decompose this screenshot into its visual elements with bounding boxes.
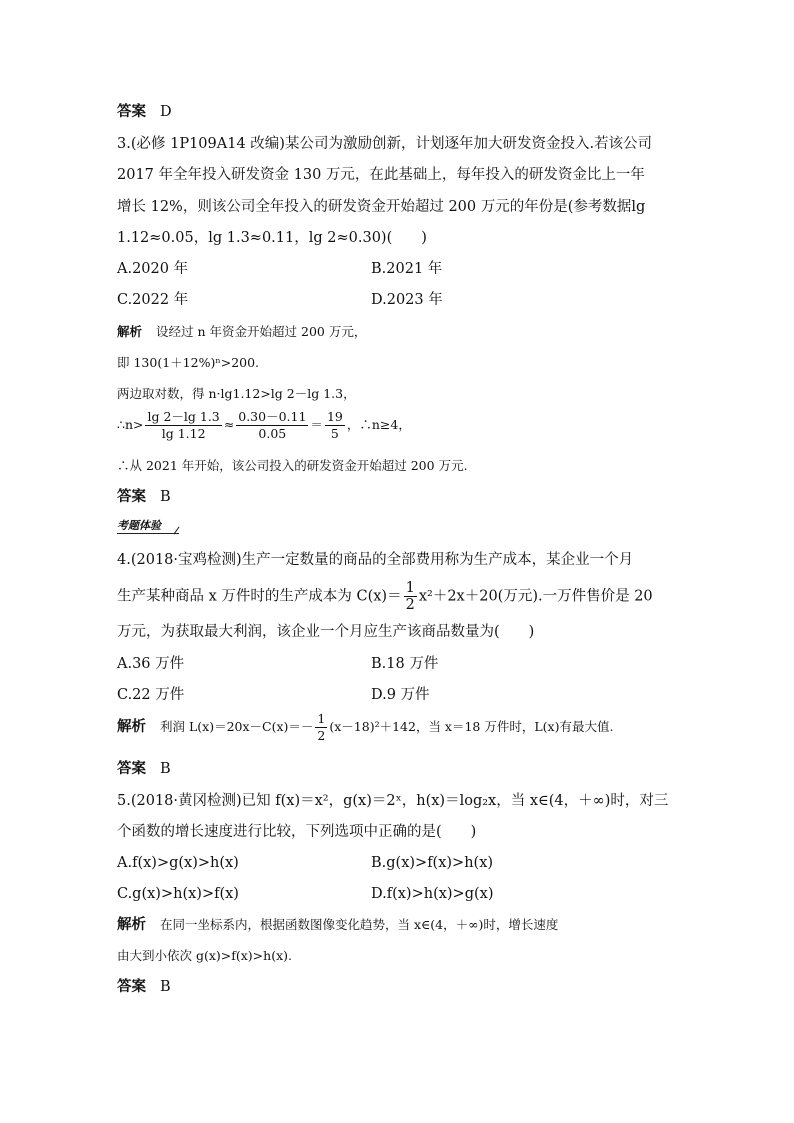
q3-stem-line4: 1.12≈0.05，lg 1.3≈0.11，lg 2≈0.30)( ) (117, 230, 427, 246)
q3-stem-line3: 增长 12%，则该公司全年投入的研发资金开始超过 200 万元的年份是(参考数据lg (117, 199, 646, 215)
answer-label: 答案 (117, 761, 146, 777)
answer-label: 答案 (117, 489, 146, 505)
q3-stem-line2: 2017 年全年投入研发资金 130 万元，在此基础上，每年投入的研发资金比上一年 (117, 167, 645, 183)
q5-answer: B (160, 979, 171, 995)
q5-stem-line2: 个函数的增长速度进行比较，下列选项中正确的是( ) (117, 824, 477, 840)
q4-stem-line3: 万元，为获取最大利润，该企业一个月应生产该商品数量为( ) (117, 624, 535, 640)
q4-solution-line: 解析 利润 L(x)＝20x－C(x)＝－ $\frac{1}{2}$ (x－18)²＋142，当 x＝18 万件时，L(x)有最大值. (117, 711, 614, 743)
fraction-half: $\frac{1}{2}$ (317, 711, 326, 743)
q2-answer: D (160, 104, 172, 120)
q5-option-d: D.f(x)>h(x)>g(x) (371, 886, 494, 902)
section-tag: 考题体验 (117, 519, 161, 532)
analysis-label: 解析 (117, 917, 146, 933)
q5-solution-line2: 由大到小依次 g(x)>f(x)>h(x). (117, 948, 292, 963)
q4-option-d: D.9 万件 (371, 687, 430, 703)
q2-answer-line (117, 102, 172, 122)
q3-option-c: C.2022 年 (117, 292, 189, 308)
q3-solution-line2: 即 130(1＋12%)ⁿ>200. (117, 355, 260, 370)
answer-label: 答案 (117, 104, 146, 120)
q4-answer: B (160, 761, 171, 777)
q3-option-d: D.2023 年 (371, 292, 443, 308)
q4-option-b: B.18 万件 (371, 656, 439, 672)
q4-option-c: C.22 万件 (117, 687, 185, 703)
q5-option-a: A.f(x)>g(x)>h(x) (117, 855, 239, 871)
section-tag-underline (117, 533, 179, 534)
q3-solution-line4: ∴n> $\frac{\lg 2-\lg 1.3}{\lg 1.12}$ ≈ $\frac{0.30-0.11}{0.05}$ ＝ $\frac{19}{5}$ ，∴n≥4， (117, 409, 411, 441)
q4-stem-line2: 生产某种商品 x 万件时的生产成本为 C(x)＝ $\frac{1}{2}$ x²＋2x＋20(万元).一万件售价是 20 (117, 580, 653, 613)
fraction-3: $\frac{19}{5}$ (326, 409, 343, 441)
q3-option-b: B.2021 年 (371, 261, 443, 277)
q4-answer-line (117, 759, 171, 779)
q4-option-a: A.36 万件 (117, 656, 185, 672)
q3-answer-line (117, 487, 171, 507)
q5-solution-line1: 解析 在同一坐标系内，根据函数图像变化趋势，当 x∈(4，＋∞)时，增长速度 (117, 917, 559, 933)
q3-solution-line5: ∴从 2021 年开始，该公司投入的研发资金开始超过 200 万元. (117, 458, 468, 473)
q5-stem-line1: 5.(2018·黄冈检测)已知 f(x)＝x²，g(x)＝2ˣ，h(x)＝log₂x，当 x∈(4，＋∞)时，对三 (117, 793, 669, 809)
q3-option-a: A.2020 年 (117, 261, 189, 277)
q3-solution-line3: 两边取对数，得 n·lg1.12>lg 2－lg 1.3， (117, 386, 356, 401)
q3-solution-line1: 解析 设经过 n 年资金开始超过 200 万元， (117, 324, 367, 339)
analysis-label: 解析 (117, 719, 146, 735)
q3-stem-line1: 3.(必修 1P109A14 改编)某公司为激励创新，计划逐年加大研发资金投入.若该公司 (117, 136, 653, 152)
fraction-half: $\frac{1}{2}$ (405, 580, 415, 613)
fraction-2: $\frac{0.30-0.11}{0.05}$ (238, 409, 307, 441)
answer-label: 答案 (117, 979, 146, 995)
q4-stem-line1: 4.(2018·宝鸡检测)生产一定数量的商品的全部费用称为生产成本，某企业一个月 (117, 552, 634, 568)
q5-option-c: C.g(x)>h(x)>f(x) (117, 886, 239, 902)
analysis-label: 解析 (117, 324, 143, 339)
fraction-1: $\frac{\lg 2-\lg 1.3}{\lg 1.12}$ (147, 409, 220, 441)
q5-option-b: B.g(x)>f(x)>h(x) (371, 855, 494, 871)
q5-answer-line (117, 977, 171, 997)
q3-answer: B (160, 489, 171, 505)
